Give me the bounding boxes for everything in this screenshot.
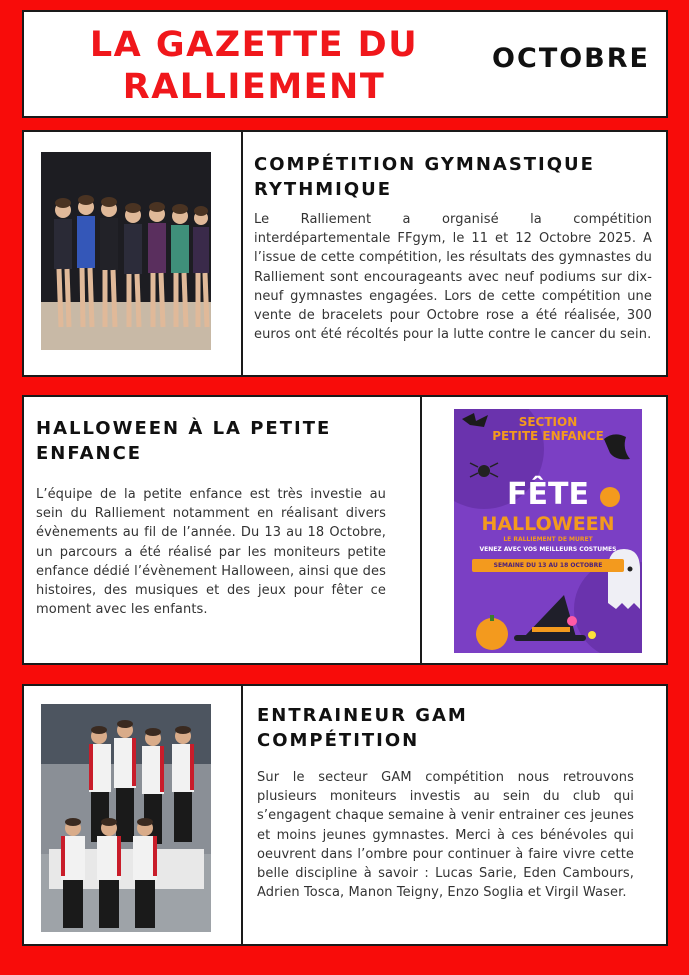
section-divider	[241, 686, 243, 944]
article-gam	[22, 684, 668, 946]
halloween-poster	[454, 409, 642, 653]
gr-team-photo	[41, 152, 211, 350]
gazette-month: OCTOBRE	[492, 43, 650, 74]
article-gr	[22, 130, 668, 377]
poster-halloween: HALLOWEEN	[481, 513, 615, 535]
gazette-title-line1: LA GAZETTE DU	[89, 25, 419, 65]
poster-costume: VENEZ AVEC VOS MEILLEURS COSTUMES	[479, 546, 617, 553]
section-divider	[241, 132, 243, 375]
article-body: L’équipe de la petite enfance est très investie au sein du Ralliement notamment en réalisant divers évènements au fil de l’année. Du 13 au 18 Octobre, un parcours a été réalisé par les moniteurs petite enfance dédié l’évènement Halloween, ainsi que des histoires, des musiques et des jeux pour fêter ce moment avec les enfants.	[36, 487, 386, 618]
article-title: ENTRAINEUR GAM COMPÉTITION	[257, 705, 468, 751]
poster-section-line1: SECTION	[518, 415, 578, 429]
gam-coaches-photo	[41, 704, 211, 932]
poster-fete: FÊTE	[507, 477, 589, 512]
poster-section-line2: PETITE ENFANCE	[492, 429, 604, 443]
gazette-title	[64, 24, 444, 108]
poster-venue: LE RALLIEMENT DE MURET	[503, 536, 593, 543]
article-halloween	[22, 395, 668, 665]
article-title: HALLOWEEN À LA PETITE ENFANCE	[36, 418, 332, 464]
poster-dates: SEMAINE DU 13 AU 18 OCTOBRE	[493, 562, 603, 569]
article-body: Le Ralliement a organisé la compétition interdépartementale FFgym, le 11 et 12 Octobre 2025. A l’issue de cette compétition, les résultats des gymnastes du Ralliement sont encourageants avec neuf podiums sur dix-neuf gymnastes engagées. Lors de cette compétition une vente de bracelets pour Octobre rose a été réalisée, 300 euros ont été récoltés pour la lutte contre le cancer du sein.	[254, 212, 652, 343]
section-divider	[420, 397, 422, 663]
article-body: Sur le secteur GAM compétition nous retrouvons plusieurs moniteurs investis au sein du club qui s’engagent chaque semaine à venir entrainer ces jeunes et moins jeunes gymnastes. Merci à ces bénévoles qui oeuvrent dans l’ombre pour continuer à faire vivre cette belle discipline à savoir : Lucas Sarie, Eden Cambours, Adrien Tosca, Manon Teigny, Enzo Soglia et Virgil Waser.	[257, 770, 634, 901]
article-title: COMPÉTITION GYMNASTIQUE RYTHMIQUE	[254, 154, 595, 200]
poster-section-label	[454, 415, 642, 443]
gazette-title-line2: RALLIEMENT	[122, 67, 386, 107]
gazette-header	[22, 10, 668, 118]
